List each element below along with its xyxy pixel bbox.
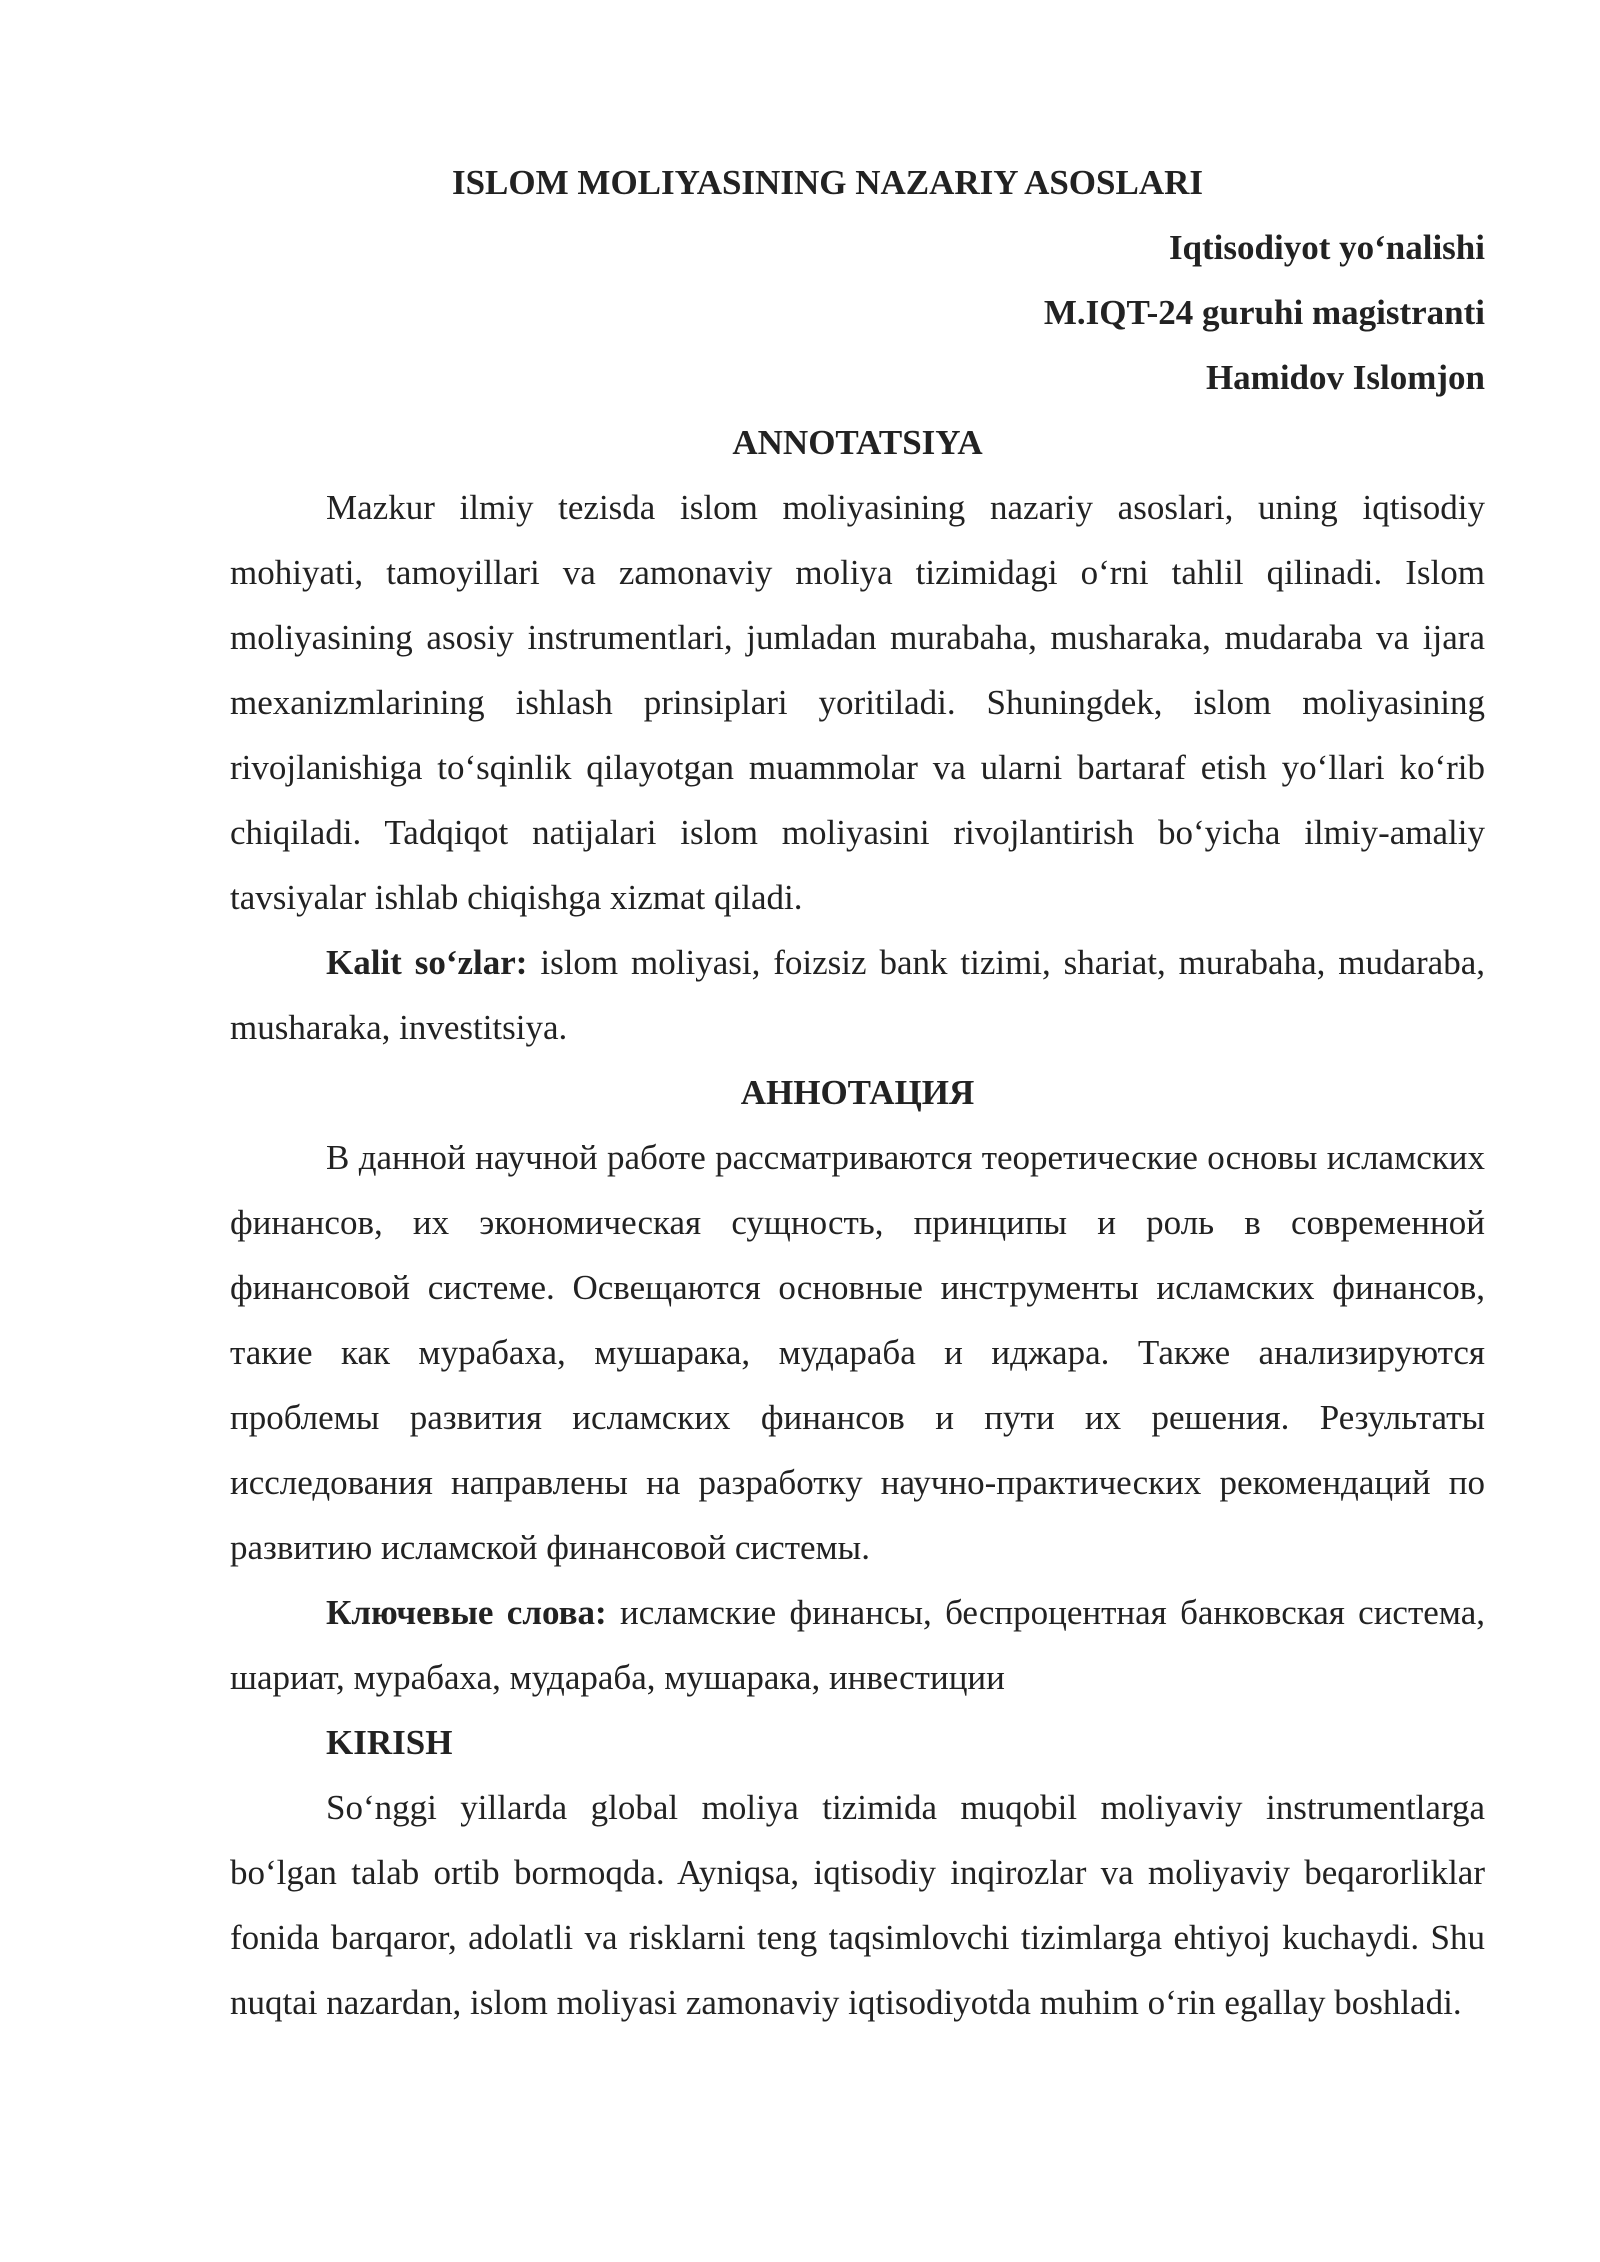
keywords-ru-list: исламские финансы, беспроцентная банковская система, шариат, мурабаха, мудараба, мушарака, инвестиции <box>230 1593 1485 1697</box>
author-name: Hamidov Islomjon <box>1205 358 1485 397</box>
annotation-uz-keywords <box>230 930 1485 1060</box>
annotation-uz-heading: ANNOTATSIYA <box>732 423 983 462</box>
annotation-ru-heading: АННОТАЦИЯ <box>740 1073 975 1112</box>
keywords-uz-list: islom moliyasi, foizsiz bank tizimi, shariat, murabaha, mudaraba, musharaka, investitsiya. <box>230 943 1485 1047</box>
annotation-ru-text: В данной научной работе рассматриваются теоретические основы исламских финансов, их экономическая сущность, принципы и роль в современной финансовой системе. Освещаются основные инструменты исламских финансов, такие как мурабаха, мушарака, мудараба и иджара. Также анализируются проблемы развития исламских финансов и пути их решения. Результаты исследования направлены на разработку научно-практических рекомендаций по развитию исламской финансовой системы. <box>230 1138 1485 1567</box>
document-title: ISLOM MOLIYASINING NAZARIY ASOSLARI <box>451 163 1204 202</box>
keywords-uz-label: Kalit so‘zlar: <box>326 943 528 982</box>
document-page <box>230 150 1485 2035</box>
introduction-heading: KIRISH <box>326 1723 453 1762</box>
annotation-uz-text: Mazkur ilmiy tezisda islom moliyasining nazariy asoslari, uning iqtisodiy mohiyati, tamoyillari va zamonaviy moliya tizimidagi o‘rni tahlil qilinadi. Islom moliyasining asosiy instrumentlari, jumladan murabaha, musharaka, mudaraba va ijara mexanizmlarining ishlash prinsiplari yoritiladi. Shuningdek, islom moliyasining rivojlanishiga to‘sqinlik qilayotgan muammolar va ularni bartaraf etish yo‘llari ko‘rib chiqiladi. Tadqiqot natijalari islom moliyasini rivojlantirish bo‘yicha ilmiy-amaliy tavsiyalar ishlab chiqishga xizmat qiladi. <box>230 488 1485 917</box>
author-direction: Iqtisodiyot yo‘nalishi <box>1168 228 1485 267</box>
author-group: M.IQT-24 guruhi magistranti <box>1043 293 1485 332</box>
keywords-ru-label: Ключевые слова: <box>326 1593 607 1632</box>
introduction-text: So‘nggi yillarda global moliya tizimida muqobil moliyaviy instrumentlarga bo‘lgan talab ortib bormoqda. Ayniqsa, iqtisodiy inqirozlar va moliyaviy beqarorliklar fonida barqaror, adolatli va risklarni teng taqsimlovchi tizimlarga ehtiyoj kuchaydi. Shu nuqtai nazardan, islom moliyasi zamonaviy iqtisodiyotda muhim o‘rin egallay boshladi. <box>230 1788 1485 2022</box>
annotation-ru-keywords <box>230 1580 1485 1710</box>
